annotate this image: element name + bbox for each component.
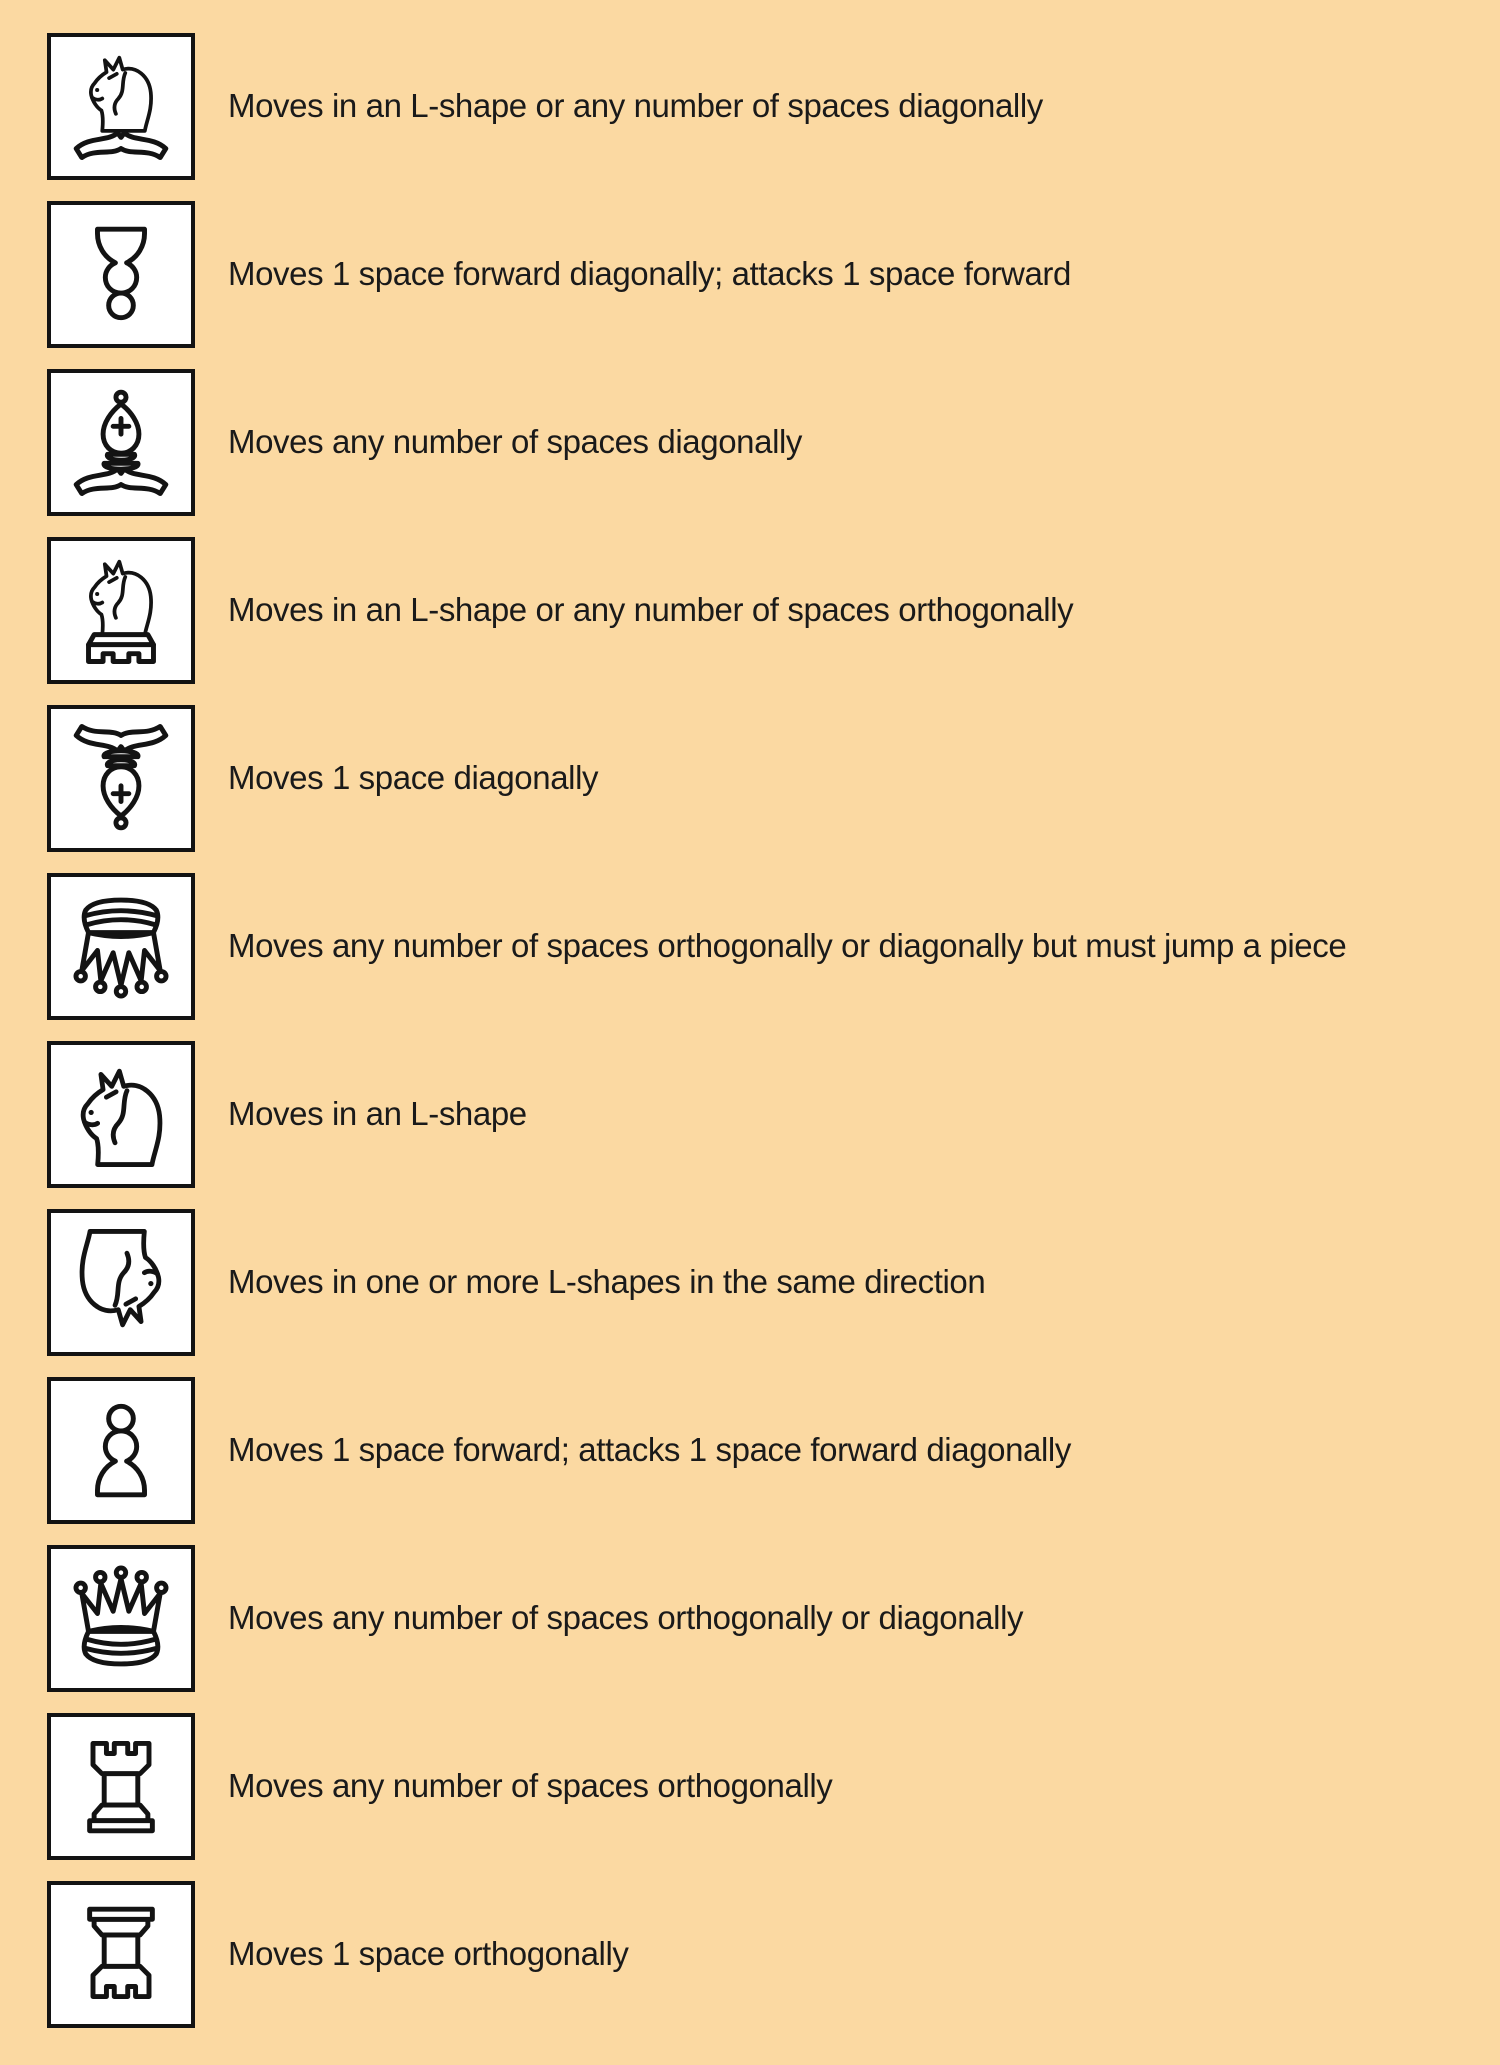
piece-row xyxy=(47,1534,1500,1702)
piece-row xyxy=(47,190,1500,358)
piece-icon-box xyxy=(47,1209,195,1356)
move-description: Moves in an L-shape xyxy=(228,1095,527,1132)
piece-row xyxy=(47,1030,1500,1198)
piece-icon-box xyxy=(47,369,195,516)
move-description: Moves any number of spaces orthogonally or diagonally but must jump a piece xyxy=(228,927,1347,964)
inverted-bishop-icon xyxy=(65,720,177,836)
knight-icon xyxy=(65,1056,177,1172)
move-description: Moves in one or more L-shapes in the same direction xyxy=(228,1263,986,1300)
move-description: Moves 1 space forward diagonally; attacks 1 space forward xyxy=(228,255,1071,292)
piece-row xyxy=(47,358,1500,526)
inverted-queen-icon xyxy=(65,888,177,1004)
piece-icon-box xyxy=(47,1041,195,1188)
move-description: Moves any number of spaces diagonally xyxy=(228,423,803,460)
piece-row xyxy=(47,1702,1500,1870)
piece-icon-box xyxy=(47,1881,195,2028)
piece-row xyxy=(47,1870,1500,2038)
rook-icon xyxy=(65,1728,177,1844)
piece-row xyxy=(47,1198,1500,1366)
move-description: Moves any number of spaces orthogonally or diagonally xyxy=(228,1599,1024,1636)
inverted-rook-icon xyxy=(65,1896,177,2012)
move-description: Moves 1 space forward; attacks 1 space forward diagonally xyxy=(228,1431,1071,1468)
piece-icon-box xyxy=(47,1713,195,1860)
move-description: Moves 1 space diagonally xyxy=(228,759,599,796)
move-description: Moves in an L-shape or any number of spaces diagonally xyxy=(228,87,1043,124)
move-description: Moves in an L-shape or any number of spaces orthogonally xyxy=(228,591,1074,628)
piece-row xyxy=(47,862,1500,1030)
pawn-icon xyxy=(65,1392,177,1508)
move-description: Moves 1 space orthogonally xyxy=(228,1935,629,1972)
inverted-knight-icon xyxy=(65,1224,177,1340)
inverted-pawn-icon xyxy=(65,216,177,332)
piece-icon-box xyxy=(47,537,195,684)
knight-on-pedestal-base-icon xyxy=(65,552,177,668)
knight-on-ribbon-base-icon xyxy=(65,48,177,164)
piece-row xyxy=(47,22,1500,190)
piece-icon-box xyxy=(47,33,195,180)
move-description: Moves any number of spaces orthogonally xyxy=(228,1767,833,1804)
queen-icon xyxy=(65,1560,177,1676)
piece-icon-box xyxy=(47,1545,195,1692)
piece-icon-box xyxy=(47,201,195,348)
piece-icon-box xyxy=(47,873,195,1020)
piece-row xyxy=(47,1366,1500,1534)
piece-row xyxy=(47,694,1500,862)
piece-row xyxy=(47,526,1500,694)
bishop-icon xyxy=(65,384,177,500)
piece-icon-box xyxy=(47,1377,195,1524)
piece-icon-box xyxy=(47,705,195,852)
